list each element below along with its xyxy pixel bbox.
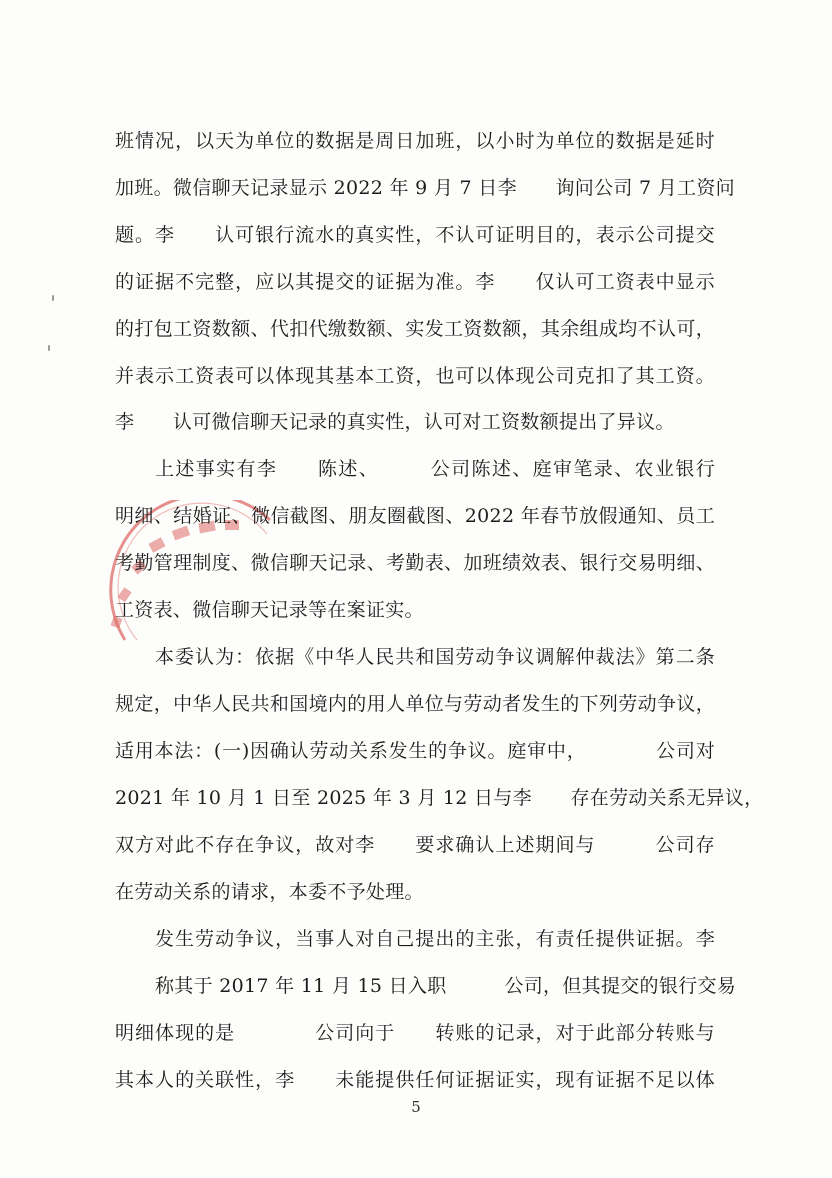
paragraph-first-line: 本委认为：依据《中华人民共和国劳动争议调解仲裁法》第二条: [155, 646, 715, 668]
text-line: 并表示工资表可以体现其基本工资，也可以体现公司克扣了其工资。: [115, 365, 715, 387]
text-line: 规定，中华人民共和国境内的用人单位与劳动者发生的下列劳动争议，: [115, 693, 715, 715]
text-line: 明细、结婚证、微信截图、朋友圈截图、2022 年春节放假通知、员工: [115, 505, 715, 527]
text-line: 称其于 2017 年 11 月 15 日入职 公司，但其提交的银行交易: [155, 975, 737, 997]
page-number: 5: [411, 1098, 421, 1116]
paragraph-first-line: 上述事实有李 陈述、 公司陈述、庭审笔录、农业银行: [155, 458, 715, 480]
text-line: 题。李 认可银行流水的真实性，不认可证明目的，表示公司提交: [115, 224, 715, 246]
text-line: 考勤管理制度、微信聊天记录、考勤表、加班绩效表、银行交易明细、: [115, 552, 715, 574]
text-line: 工资表、微信聊天记录等在案证实。: [115, 599, 424, 621]
text-line: 其本人的关联性，李 未能提供任何证据证实，现有证据不足以体: [115, 1069, 715, 1091]
margin-speck: [52, 295, 54, 301]
margin-speck: [48, 345, 50, 351]
text-line: 明细体现的是 公司向于 转账的记录，对于此部分转账与: [115, 1022, 715, 1044]
text-line: 李 认可微信聊天记录的真实性，认可对工资数额提出了异议。: [115, 411, 675, 433]
text-line: 的打包工资数额、代扣代缴数额、实发工资数额，其余组成均不认可，: [115, 318, 715, 340]
text-line: 的证据不完整，应以其提交的证据为准。李 仅认可工资表中显示: [115, 271, 715, 293]
text-line: 班情况，以天为单位的数据是周日加班，以小时为单位的数据是延时: [115, 130, 715, 152]
text-line: 双方对此不存在争议，故对李 要求确认上述期间与 公司存: [115, 834, 715, 856]
text-line: 在劳动关系的请求，本委不予处理。: [115, 881, 424, 903]
text-line: 加班。微信聊天记录显示 2022 年 9 月 7 日李 询问公司 7 月工资问: [115, 177, 735, 199]
paragraph-first-line: 发生劳动争议，当事人对自己提出的主张，有责任提供证据。李: [155, 928, 715, 950]
text-line: 2021 年 10 月 1 日至 2025 年 3 月 12 日与李 存在劳动关系无异议，: [115, 787, 764, 809]
text-line: 适用本法：(一)因确认劳动关系发生的争议。庭审中， 公司对: [115, 740, 715, 762]
